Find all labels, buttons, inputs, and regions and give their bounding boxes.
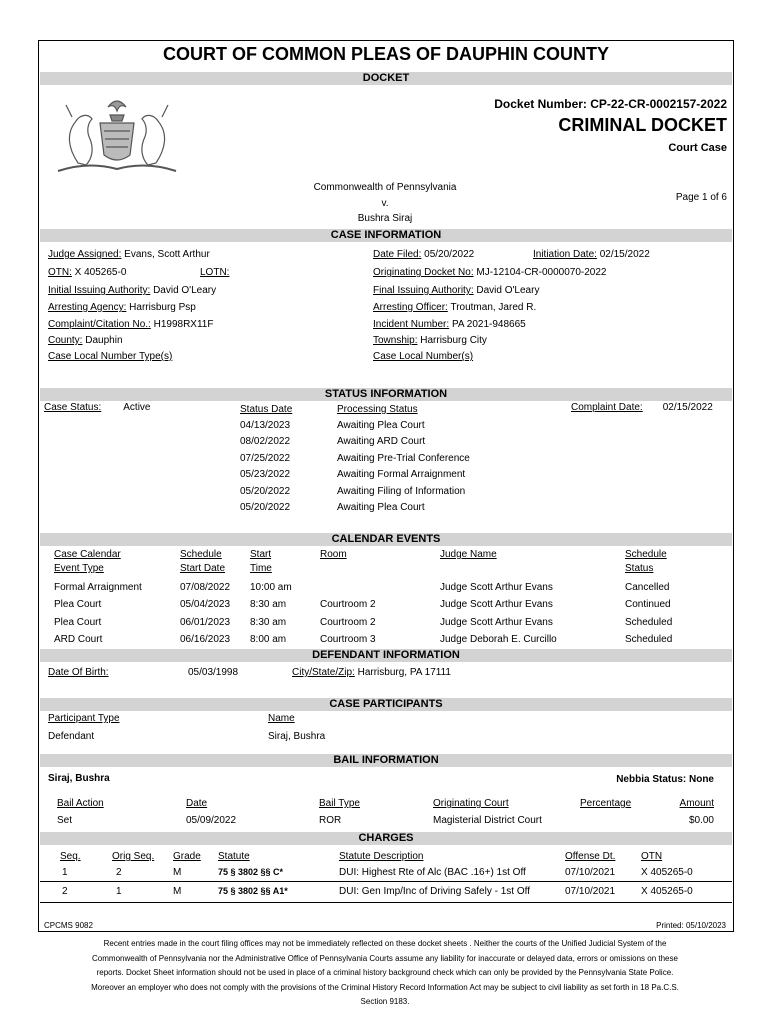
participant-name-header: Name: [268, 713, 295, 724]
bail-date: 05/09/2022: [186, 815, 237, 826]
charge-row-divider: [40, 881, 732, 882]
bail-header-court: Originating Court: [433, 798, 509, 809]
township: Township: Harrisburg City: [373, 335, 487, 346]
processing-status-header: Processing Status: [337, 404, 418, 415]
status-date-header: Status Date: [240, 404, 293, 415]
city-state-zip: City/State/Zip: Harrisburg, PA 17111: [292, 667, 451, 678]
initial-issuing-authority: Initial Issuing Authority: David O'Leary: [48, 285, 217, 296]
calendar-room: Courtroom 2: [320, 599, 376, 610]
charges-header-otn: OTN: [641, 851, 663, 862]
participant-name: Siraj, Bushra: [268, 731, 326, 742]
charge-offense-date: 07/10/2021: [565, 886, 616, 897]
judge-assigned: Judge Assigned: Evans, Scott Arthur: [48, 249, 210, 260]
calendar-judge: Judge Scott Arthur Evans: [440, 582, 553, 593]
complaint-date: Complaint Date: 02/15/2022: [571, 402, 713, 413]
caption-line-2: v.: [381, 198, 389, 209]
processing-status: Awaiting Plea Court: [337, 420, 425, 431]
status-date: 07/25/2022: [240, 453, 291, 464]
case-kind: Court Case: [668, 142, 727, 154]
calendar-header-time: Start: [250, 549, 272, 560]
charges-header-statute: Statute: [218, 851, 250, 862]
page-indicator: Page 1 of 6: [675, 192, 727, 203]
form-number: CPCMS 9082: [44, 921, 93, 930]
date-filed: Date Filed: 05/20/2022: [373, 249, 475, 260]
final-issuing-authority: Final Issuing Authority: David O'Leary: [373, 285, 540, 296]
bail-header-percentage: Percentage: [580, 798, 632, 809]
charge-grade: M: [173, 867, 182, 878]
bail-amount: $0.00: [688, 815, 714, 826]
dob-value: 05/03/1998: [188, 667, 239, 678]
charge-description: DUI: Highest Rte of Alc (BAC .16+) 1st Off: [339, 867, 526, 878]
bail-court: Magisterial District Court: [433, 815, 542, 826]
disclaimer: Recent entries made in the court filing offices may not be immediately reflected on these docket sheets . Neither the courts of the Unified Judicial System of the Commonwealth of Pennsylvania nor the Administrative Office of Pennsylvania Courts assume any liability for inaccurate or delayed data, errors or omissions on these reports. Docket Sheet information should not be used in place of a criminal history background check which can only be provided by the Pennsylvania State Police. Moreover an employer who does not comply with the provisions of the Criminal History Record Information Act may be subject to civil liability as set forth in 18 Pa.C.S. Section 9183.: [91, 939, 679, 1007]
case-status: Case Status: Active: [44, 402, 151, 413]
bail-header-date: Date: [186, 798, 208, 809]
calendar-header-room: Room: [320, 549, 347, 560]
calendar-event-type: Formal Arraignment: [54, 582, 142, 593]
calendar-header-event: Case Calendar: [54, 549, 121, 560]
county: County: Dauphin: [48, 335, 123, 346]
calendar-header-judge: Judge Name: [440, 549, 497, 560]
charge-seq: 2: [62, 886, 68, 897]
originating-docket: Originating Docket No: MJ-12104-CR-0000070-2022: [373, 267, 607, 278]
processing-status: Awaiting Plea Court: [337, 502, 425, 513]
status-date: 05/20/2022: [240, 486, 291, 497]
charges-header-description: Statute Description: [339, 851, 424, 862]
calendar-room: Courtroom 3: [320, 634, 376, 645]
bail-header-type: Bail Type: [319, 798, 360, 809]
calendar-start-date: 05/04/2023: [180, 599, 231, 610]
bail-header-amount: Amount: [679, 798, 714, 809]
charge-offense-date: 07/10/2021: [565, 867, 616, 878]
case-local-number-type-label: Case Local Number Type(s): [48, 351, 173, 362]
bail-header-action: Bail Action: [57, 798, 104, 809]
pennsylvania-seal-icon: [48, 93, 186, 175]
arresting-officer: Arresting Officer: Troutman, Jared R.: [373, 302, 537, 313]
bail-type: ROR: [319, 815, 342, 826]
calendar-event-type: ARD Court: [54, 634, 103, 645]
calendar-judge: Judge Scott Arthur Evans: [440, 599, 553, 610]
calendar-status: Scheduled: [625, 634, 673, 645]
bail-action: Set: [57, 815, 73, 826]
calendar-header-date: Start Date: [180, 563, 226, 574]
charge-otn: X 405265-0: [641, 886, 693, 897]
charge-otn: X 405265-0: [641, 867, 693, 878]
participant-type: Defendant: [48, 731, 95, 742]
charge-orig-seq: 1: [116, 886, 122, 897]
processing-status: Awaiting Filing of Information: [337, 486, 466, 497]
defendant-information-bar: DEFENDANT INFORMATION: [40, 649, 732, 662]
otn: OTN: X 405265-0: [48, 267, 127, 278]
printed-date: Printed: 05/10/2023: [656, 921, 726, 930]
complaint-citation: Complaint/Citation No.: H1998RX11F: [48, 319, 214, 330]
incident-number: Incident Number: PA 2021-948665: [373, 319, 526, 330]
status-information-bar: STATUS INFORMATION: [40, 388, 732, 401]
initiation-date: Initiation Date: 02/15/2022: [533, 249, 650, 260]
docket-type: CRIMINAL DOCKET: [558, 115, 727, 135]
status-date: 05/23/2022: [240, 469, 291, 480]
calendar-event-type: Plea Court: [54, 599, 102, 610]
status-date: 04/13/2023: [240, 420, 291, 431]
calendar-room: Courtroom 2: [320, 617, 376, 628]
case-information-bar: CASE INFORMATION: [40, 229, 732, 242]
charge-description: DUI: Gen Imp/Inc of Driving Safely - 1st Off: [339, 886, 530, 897]
processing-status: Awaiting ARD Court: [337, 436, 426, 447]
calendar-header-date: Schedule: [180, 549, 222, 560]
calendar-start-time: 8:30 am: [250, 599, 287, 610]
calendar-start-time: 8:00 am: [250, 634, 287, 645]
caption-line-1: Commonwealth of Pennsylvania: [313, 182, 457, 193]
docket-bar: DOCKET: [40, 72, 732, 85]
charge-orig-seq: 2: [116, 867, 122, 878]
calendar-header-time: Time: [250, 563, 272, 574]
calendar-status: Continued: [625, 599, 671, 610]
bail-information-bar: BAIL INFORMATION: [40, 754, 732, 767]
case-participants-bar: CASE PARTICIPANTS: [40, 698, 732, 711]
calendar-events-bar: CALENDAR EVENTS: [40, 533, 732, 546]
status-date: 08/02/2022: [240, 436, 291, 447]
caption-line-3: Bushra Siraj: [357, 213, 413, 224]
nebbia-status: Nebbia Status: None: [616, 774, 714, 785]
calendar-start-date: 07/08/2022: [180, 582, 231, 593]
charge-seq: 1: [62, 867, 68, 878]
case-local-numbers-label: Case Local Number(s): [373, 351, 474, 362]
charges-header-seq: Seq.: [60, 851, 81, 862]
calendar-event-type: Plea Court: [54, 617, 102, 628]
status-date: 05/20/2022: [240, 502, 291, 513]
lotn-label: LOTN:: [200, 267, 230, 278]
calendar-start-time: 10:00 am: [250, 582, 292, 593]
processing-status: Awaiting Formal Arraignment: [337, 469, 466, 480]
calendar-header-status: Status: [625, 563, 654, 574]
docket-number: Docket Number: CP-22-CR-0002157-2022: [494, 97, 727, 111]
calendar-header-event: Event Type: [54, 563, 104, 574]
calendar-judge: Judge Deborah E. Curcillo: [440, 634, 557, 645]
charges-header-grade: Grade: [173, 851, 201, 862]
calendar-header-status: Schedule: [625, 549, 667, 560]
calendar-start-time: 8:30 am: [250, 617, 287, 628]
dob-label: Date Of Birth:: [48, 667, 109, 678]
charges-header-offense-date: Offense Dt.: [565, 851, 616, 862]
charges-bar: CHARGES: [40, 832, 732, 845]
calendar-start-date: 06/01/2023: [180, 617, 231, 628]
calendar-status: Cancelled: [625, 582, 670, 593]
calendar-judge: Judge Scott Arthur Evans: [440, 617, 553, 628]
participant-type-header: Participant Type: [48, 713, 120, 724]
calendar-status: Scheduled: [625, 617, 673, 628]
charge-statute: 75 § 3802 §§ C*: [218, 867, 284, 877]
charge-row-divider: [40, 902, 732, 903]
charges-header-orig-seq: Orig Seq.: [112, 851, 155, 862]
processing-status: Awaiting Pre-Trial Conference: [337, 453, 470, 464]
calendar-start-date: 06/16/2023: [180, 634, 231, 645]
charge-grade: M: [173, 886, 182, 897]
court-title: COURT OF COMMON PLEAS OF DAUPHIN COUNTY: [163, 44, 609, 64]
arresting-agency: Arresting Agency: Harrisburg Psp: [48, 302, 196, 313]
bail-person: Siraj, Bushra: [48, 773, 110, 784]
charge-statute: 75 § 3802 §§ A1*: [218, 886, 288, 896]
